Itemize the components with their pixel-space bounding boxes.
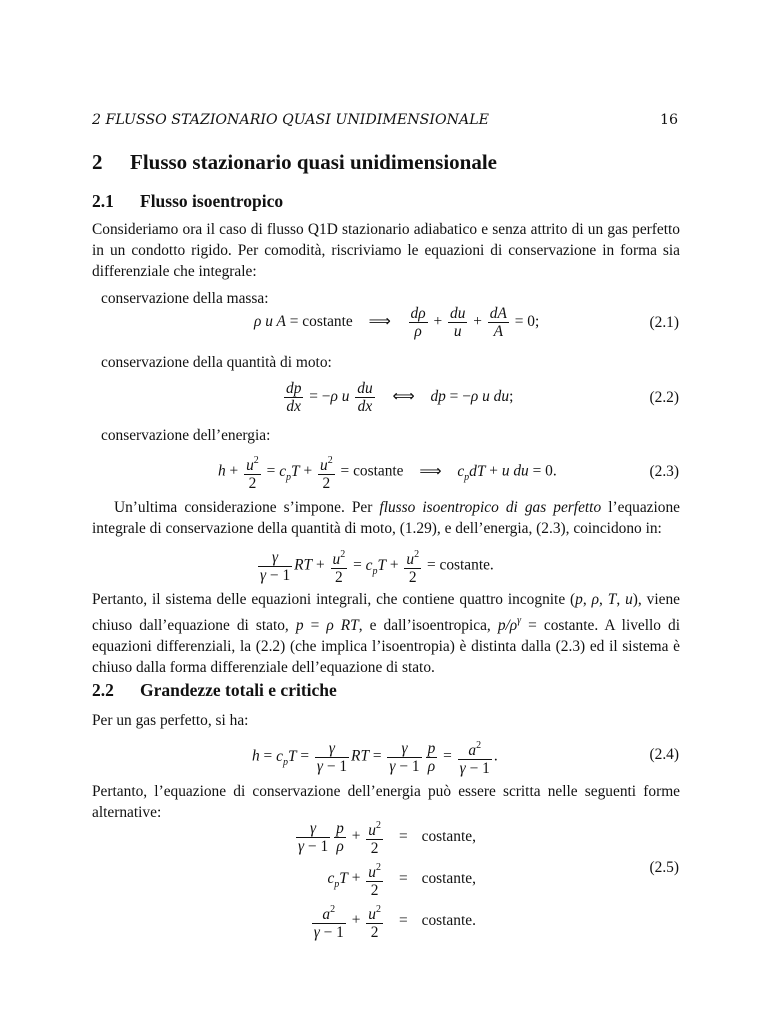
subsection-number: 2.2	[92, 680, 114, 700]
paragraph-system-closure: Pertanto, il sistema delle equazioni integrali, che contiene quattro incognite (p, ρ, T, u), viene chiuso dall’equazione di stato, p = ρ RT, e dall’isoentropica, $p/\rho^\gamma$ = costante. A livello di equazioni differenziali, la (2.2) (che implica l’isoentropia) è distinta dalla (2.3) ed il sistema è chiuso dalla forma differenziale dell’equazione di stato.	[92, 591, 681, 676]
equation-2-3: h + $\frac{u^2}{2}$ = $c_pT$ + $\frac{u^2}{2}$ = costante ⟹ $c_pdT + u$ du = 0.	[218, 452, 557, 492]
paragraph-isentropic: Un’ultima considerazione s’impone. Per flusso isoentropico di gas perfetto l’equazione integrale di conservazione della quantità di moto, (1.29), e dell’energia, (2.3), coincidono in:	[92, 499, 680, 537]
equation-number-2-1: (2.1)	[649, 314, 679, 331]
equation-isentropic-energy: $\frac{\gamma}{\gamma - 1}$ RT + $\frac{u^2}{2}$ = $c_pT$ + $\frac{u^2}{2}$ = costante.	[256, 546, 494, 586]
section-title	[92, 150, 497, 175]
subsection-number: 2.1	[92, 191, 114, 211]
page-number: 16	[659, 112, 678, 128]
equation-2-1: ρ u A = costante ⟹ $\frac{d\rho}{\rho}$ + $\frac{du}{u}$ + $\frac{dA}{A}$ = 0;	[254, 305, 540, 340]
label-mass: conservazione della massa:	[101, 290, 269, 307]
paragraph-perfect-gas: Per un gas perfetto, si ha:	[92, 712, 249, 729]
equation-number-2-5: (2.5)	[649, 859, 679, 876]
section-number: 2	[92, 150, 103, 174]
subsection-title-2-1	[92, 191, 283, 212]
subsection-title-text: Flusso isoentropico	[140, 191, 284, 211]
subsection-title-text: Grandezze totali e critiche	[140, 680, 337, 700]
equation-number-2-2: (2.2)	[649, 389, 679, 406]
equation-2-5: $\frac{\gamma}{\gamma - 1}$ $\frac{p}{\rho}$ + $\frac{u^2}{2}$ = costante, $c_pT$ + $\frac{u^2}{2}$ = costante, $\frac{a^2}{\gamma - 1}$ + $\frac{u^2}{2}$ = costante.	[294, 816, 476, 942]
section-title-text: Flusso stazionario quasi unidimensionale	[130, 150, 497, 174]
label-momentum: conservazione della quantità di moto:	[101, 354, 332, 371]
intro-paragraph: Consideriamo ora il caso di flusso Q1D stazionario adiabatico e senza attrito di un gas perfetto in un condotto rigido. Per comodità, riscriviamo le equazioni di conservazione in forma sia differenziale che integrale:	[92, 221, 680, 280]
subsection-title-2-2	[92, 680, 337, 701]
paragraph-energy-forms: Pertanto, l’equazione di conservazione dell’energia può essere scritta nelle seguenti forme alternative:	[92, 783, 680, 821]
equation-number-2-4: (2.4)	[649, 746, 679, 763]
equation-number-2-3: (2.3)	[649, 463, 679, 480]
equation-2-4: $h = c_pT$ = $\frac{\gamma}{\gamma - 1}$ RT = $\frac{\gamma}{\gamma - 1}$ $\frac{p}{\rho}$ = $\frac{a^2}{\gamma - 1}$ .	[252, 737, 498, 777]
equation-2-2: $\frac{dp}{dx}$ = −ρ u $\frac{du}{dx}$ ⟺ dp = −ρ u du;	[286, 380, 514, 415]
running-header: 2 FLUSSO STAZIONARIO QUASI UNIDIMENSIONALE	[92, 112, 490, 128]
label-energy: conservazione dell’energia:	[101, 427, 271, 444]
